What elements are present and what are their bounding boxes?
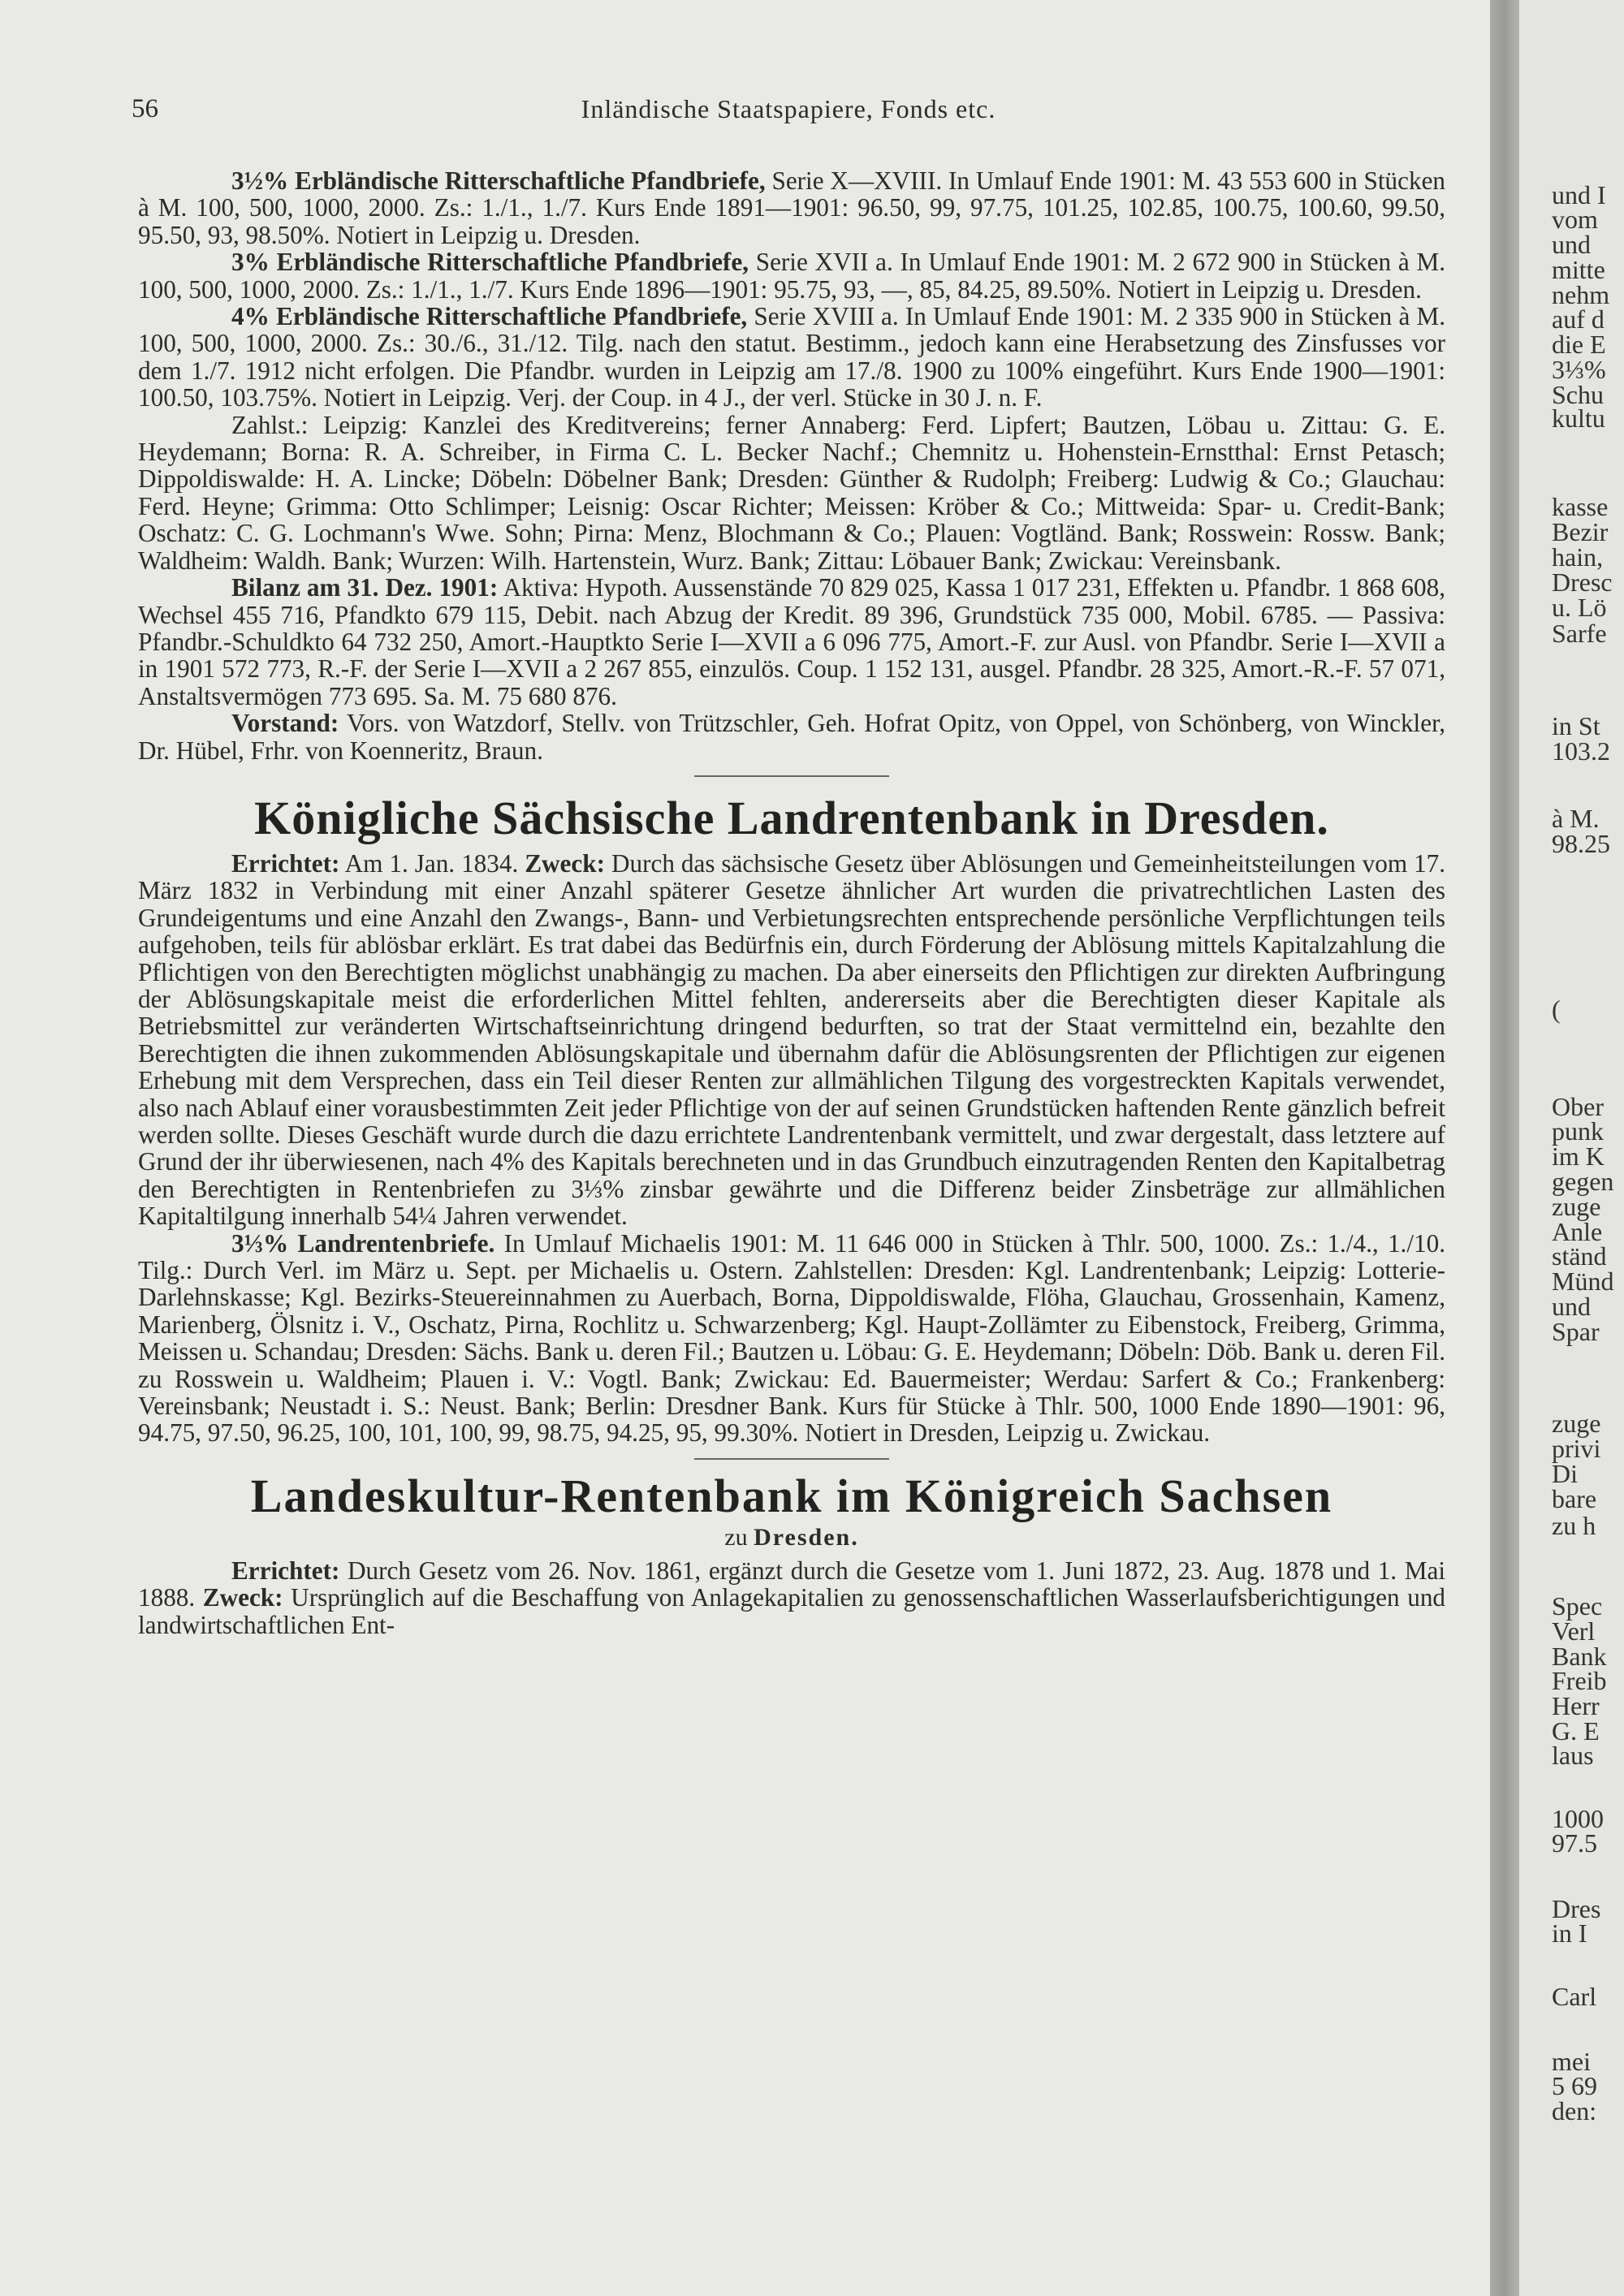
adjacent-page-fragment: mei <box>1552 2047 1591 2076</box>
adjacent-page-fragment: in I <box>1552 1918 1587 1948</box>
adjacent-page-fragment: kultu <box>1552 404 1605 433</box>
paragraph-errichtet-zweck <box>138 850 1445 1230</box>
adjacent-page-fragment: Carl <box>1552 1982 1597 2011</box>
adjacent-page-fragment: und <box>1552 1292 1591 1321</box>
adjacent-page-fragment: zuge <box>1552 1192 1601 1221</box>
section-subheading <box>138 1523 1445 1552</box>
adjacent-page-fragment: gegen <box>1552 1167 1614 1196</box>
entry-text: Serie XVII a. In Umlauf Ende 1901: M. 2 672 900 in Stücken à M. 100, 500, 1000, 2000. Zs.: 1./1., 1./7. Kurs Ende 1896—1901: 95.75, 93, —, 85, 84.25, 89.50%. Notiert in Leipzig u. Dresden. <box>138 248 1445 304</box>
entry-title: Errichtet: <box>231 1556 340 1585</box>
adjacent-page-fragment: privi <box>1552 1434 1601 1463</box>
entry-title: Zweck: <box>202 1583 283 1612</box>
adjacent-page-fragment: 3⅓% <box>1552 355 1606 384</box>
adjacent-page-fragment: den: <box>1552 2096 1597 2126</box>
adjacent-page-fragment: ständ <box>1552 1241 1607 1271</box>
entry-title: Errichtet: <box>231 848 340 878</box>
adjacent-page-fragment: auf d <box>1552 304 1605 334</box>
adjacent-page-fragment: nehm <box>1552 280 1610 309</box>
page-content <box>138 167 1445 1638</box>
page-header <box>132 94 1445 130</box>
adjacent-page-fragment: und <box>1552 230 1591 259</box>
adjacent-page-fragment: Schu <box>1552 380 1604 409</box>
adjacent-page-fragment: zuge <box>1552 1409 1601 1438</box>
paragraph-errichtet-zweck-2 <box>138 1557 1445 1638</box>
adjacent-page-fragment: Freib <box>1552 1666 1607 1695</box>
adjacent-page-fragment: punk <box>1552 1116 1604 1146</box>
entry-title: 3½% Erbländische Ritterschaftliche Pfandbriefe, <box>231 166 766 195</box>
adjacent-page-fragment: laus <box>1552 1741 1594 1770</box>
entry-text: Durch Gesetz vom 26. Nov. 1861, ergänzt durch die Gesetze vom 1. Juni 1872, 23. Aug. 1878 und 1. Mai 1888. <box>138 1556 1446 1612</box>
section-divider <box>694 1458 889 1460</box>
paragraph-erbl-3 <box>138 248 1445 303</box>
adjacent-page-fragment: im K <box>1552 1142 1605 1171</box>
adjacent-page-fragment: Di <box>1552 1459 1578 1488</box>
adjacent-page-fragment: mitte <box>1552 255 1605 284</box>
running-head: Inländische Staatspapiere, Fonds etc. <box>581 94 996 123</box>
entry-title: Zweck: <box>525 848 605 878</box>
adjacent-page-fragment: und I <box>1552 180 1606 209</box>
adjacent-page-fragment: G. E <box>1552 1716 1600 1746</box>
adjacent-page-fragment: Spec <box>1552 1591 1603 1621</box>
adjacent-page-fragment: Anle <box>1552 1217 1603 1246</box>
subheading-prefix: zu <box>724 1523 748 1551</box>
adjacent-page-fragment: Dres <box>1552 1894 1601 1923</box>
adjacent-page-fragment: Dresc <box>1552 568 1613 597</box>
adjacent-page-fragment: Bank <box>1552 1642 1607 1671</box>
entry-text: Ursprünglich auf die Beschaffung von Anlagekapitalien zu genossenschaftlichen Wasserlaufsberichtigungen und landwirtschaftlichen Ent- <box>138 1583 1446 1639</box>
entry-text: Durch das sächsische Gesetz über Ablösungen und Gemeinheitsteilungen vom 17. März 1832 in Verbindung mit einer Anzahl späterer Gesetze ähnlicher Art wurden die privatrechtlichen Lasten des Grundeigentums und eine Anzahl den Zwangs-, Bann- und Verbietungsrechten entsprechende persönliche Verpflichtungen teils aufgehoben, teils für ablösbar erklärt. Es trat dabei das Bedürfnis ein, durch Förderung der Ablösung mittels Kapitalzahlung die Pflichtigen von den Berechtigten möglichst unabhängig zu machen. Da aber einerseits den Pflichtigen zur direkten Aufbringung der Ablösungskapitale meist die erforderlichen Mittel fehlten, andererseits aber die Berechtigten dieser Kapitale als Betriebsmittel zur veränderten Wirtschaftseinrichtung dringend bedurften, so trat der Staat vermittelnd ein, bezahlte den Berechtigten die ihnen zukommenden Ablösungskapitale und übernahm dafür die Ablösungsrenten der Pflichtigen zur eigenen Erhebung mit dem Versprechen, dass ein Teil dieser Renten zur allmählichen Tilgung des vorgestreckten Kapitals verwendet, also nach Ablauf einer vorausbestimmten Zeit jeder Pflichtige von der auf seinen Grundstücken haftenden Rente gänzlich befreit werden sollte. Dieses Geschäft wurde durch die dazu errichtete Landrentenbank vermittelt, und zwar dergestalt, dass letztere auf Grund der ihr überwiesenen, nach 4% des Kapitals berechneten und in das Grundbuch einzutragenden Renten den Kapitalbetrag den Berechtigten in Rentenbriefen zu 3⅓% zinsbar gewährte und die Differenz beider Zinsbeträge zur allmählichen Kapitaltilgung innerhalb 54¼ Jahren verwendet. <box>138 848 1446 1231</box>
adjacent-page-fragment: Verl <box>1552 1616 1596 1646</box>
adjacent-page-fragment: Sarfe <box>1552 619 1607 648</box>
adjacent-page-fragment: in St <box>1552 711 1600 740</box>
entry-text: Vors. von Watzdorf, Stellv. von Trützschler, Geh. Hofrat Opitz, von Oppel, von Schönberg, von Winckler, Dr. Hübel, Frhr. von Koenneritz, Braun. <box>138 709 1445 765</box>
adjacent-page-fragment: Ober <box>1552 1092 1604 1121</box>
book-gutter <box>1490 0 1519 2296</box>
adjacent-page-fragment: 1000 <box>1552 1804 1604 1833</box>
entry-title: 3% Erbländische Ritterschaftliche Pfandbriefe, <box>231 248 749 277</box>
adjacent-page-edge <box>1519 0 1624 2296</box>
adjacent-page-fragment: vom <box>1552 205 1598 234</box>
adjacent-page-fragment: Spar <box>1552 1317 1600 1346</box>
adjacent-page-fragment: Herr <box>1552 1691 1600 1720</box>
paragraph-zahlstellen <box>138 412 1445 574</box>
adjacent-page-fragment: u. Lö <box>1552 593 1607 622</box>
adjacent-page-fragment: hain, <box>1552 542 1604 572</box>
entry-title: Vorstand: <box>231 709 339 738</box>
section-heading-landrentenbank: Königliche Sächsische Landrentenbank in Dresden. <box>254 791 1329 844</box>
paragraph-bilanz <box>138 574 1445 710</box>
adjacent-page-fragment: 98.25 <box>1552 829 1610 858</box>
entry-text: Serie XVIII a. In Umlauf Ende 1901: M. 2 335 900 in Stücken à M. 100, 500, 1000, 2000. Zs.: 30./6., 31./12. Tilg. nach den statut. Bestimm., jedoch kann eine Herabsetzung des Zinsfusses vor dem 1./7. 1912 nicht erfolgen. Die Pfandbr. wurden in Leipzig am 17./8. 1900 zu 100% eingeführt. Kurs Ende 1900—1901: 100.50, 103.75%. Notiert in Leipzig. Verj. der Coup. in 4 J., der verl. Stücke in 30 J. n. F. <box>138 302 1446 412</box>
entry-text: Zahlst.: Leipzig: Kanzlei des Kreditvereins; ferner Annaberg: Ferd. Lipfert; Bautzen, Löbau u. Zittau: G. E. Heydemann; Borna: R. A. Schreiber, in Firma C. L. Becker Nachf.; Chemnitz u. Hohenstein-Ernstthal: Ernst Petasch; Dippoldiswalde: H. A. Lincke; Döbeln: Döbelner Bank; Dresden: Günther & Rudolph; Freiberg: Ludwig & Co.; Glauchau: Ferd. Heyne; Grimma: Otto Schlimper; Leisnig: Oscar Richter; Meissen: Kröber & Co.; Mittweida: Spar- u. Credit-Bank; Oschatz: C. G. Lochmann's Wwe. Sohn; Pirna: Menz, Blochmann & Co.; Plauen: Vogtländ. Bank; Rosswein: Rossw. Bank; Waldheim: Waldh. Bank; Wurzen: Wilh. Hartenstein, Wurz. Bank; Zittau: Löbauer Bank; Zwickau: Vereinsbank. <box>138 410 1445 575</box>
page-number: 56 <box>132 94 158 123</box>
paragraph-vorstand <box>138 710 1445 764</box>
adjacent-page-fragment: die E <box>1552 330 1606 359</box>
entry-title: Bilanz am 31. Dez. 1901: <box>231 573 499 602</box>
adjacent-page-fragment: bare <box>1552 1484 1597 1513</box>
section-divider <box>694 775 889 777</box>
entry-title: 3⅓% Landrentenbriefe. <box>231 1228 495 1258</box>
entry-text: Am 1. Jan. 1834. <box>344 848 519 878</box>
adjacent-page-fragment: 5 69 <box>1552 2071 1597 2100</box>
adjacent-page-fragment: 103.2 <box>1552 736 1610 766</box>
adjacent-page-fragment: Münd <box>1552 1267 1614 1296</box>
adjacent-page-fragment: ( <box>1552 995 1561 1024</box>
adjacent-page-fragment: Bezir <box>1552 517 1609 546</box>
section-heading-landeskultur: Landeskultur-Rentenbank im Königreich Sachsen <box>250 1469 1333 1522</box>
adjacent-page-fragment: kasse <box>1552 492 1609 521</box>
adjacent-page-fragment: 97.5 <box>1552 1828 1597 1858</box>
entry-text: Aktiva: Hypoth. Aussenstände 70 829 025, Kassa 1 017 231, Effekten u. Pfandbr. 1 868 608, Wechsel 455 716, Pfandkto 679 115, Debit. nach Abzug der Kredit. 89 396, Grundstück 735 000, Mobil. 6785. — Passiva: Pfandbr.-Schuldkto 64 732 250, Amort.-Hauptkto Serie I—XVII a 6 096 775, Amort.-F. zur Ausl. von Pfandbr. Serie I—XVII a in 1901 572 773, R.-F. der Serie I—XVII a 2 267 855, einzulös. Coup. 1 152 131, ausgel. Pfandbr. 28 325, Amort.-R.-F. 57 071, Anstaltsvermögen 773 695. Sa. M. 75 680 876. <box>138 573 1446 710</box>
paragraph-erbl-4 <box>138 303 1445 412</box>
adjacent-page-fragment: zu h <box>1552 1511 1596 1540</box>
paragraph-landrentenbriefe <box>138 1230 1445 1447</box>
entry-text: In Umlauf Michaelis 1901: M. 11 646 000 in Stücken à Thlr. 500, 1000. Zs.: 1./4., 1./10. Tilg.: Durch Verl. im März u. Sept. per Michaelis u. Ostern. Zahlstellen: Dresden: Kgl. Landrentenbank; Leipzig: Lotterie-Darlehnskasse; Kgl. Bezirks-Steuereinnahmen zu Auerbach, Borna, Dippoldiswalde, Flöha, Glauchau, Grossenhain, Kamenz, Marienberg, Ölsnitz i. V., Oschatz, Pirna, Rochlitz u. Schwarzenberg; Kgl. Haupt-Zollämter zu Eibenstock, Freiberg, Grimma, Meissen u. Schandau; Dresden: Sächs. Bank u. deren Fil.; Bautzen u. Löbau: G. E. Heydemann; Döbeln: Döb. Bank u. deren Fil. zu Rosswein u. Waldheim; Plauen i. V.: Vogtl. Bank; Zwickau: Ed. Bauermeister; Werdau: Sarfert & Co.; Frankenberg: Vereinsbank; Neustadt i. S.: Neust. Bank; Berlin: Dresdner Bank. Kurs für Stücke à Thlr. 500, 1000 Ende 1890—1901: 96, 94.75, 97.50, 96.25, 100, 101, 100, 99, 98.75, 94.25, 95, 99.30%. Notiert in Dresden, Leipzig u. Zwickau. <box>138 1228 1446 1448</box>
subheading-place: Dresden. <box>754 1523 859 1551</box>
entry-text: Serie X—XVIII. In Umlauf Ende 1901: M. 43 553 600 in Stücken à M. 100, 500, 1000, 2000. Zs.: 1./1., 1./7. Kurs Ende 1891—1901: 96.50, 99, 97.75, 101.25, 102.85, 100.75, 100.60, 99.50, 95.50, 93, 98.50%. Notiert in Leipzig u. Dresden. <box>138 166 1446 249</box>
paragraph-erbl-3-5 <box>138 167 1445 248</box>
adjacent-page-fragment: à M. <box>1552 804 1600 833</box>
entry-title: 4% Erbländische Ritterschaftliche Pfandbriefe, <box>231 302 748 331</box>
